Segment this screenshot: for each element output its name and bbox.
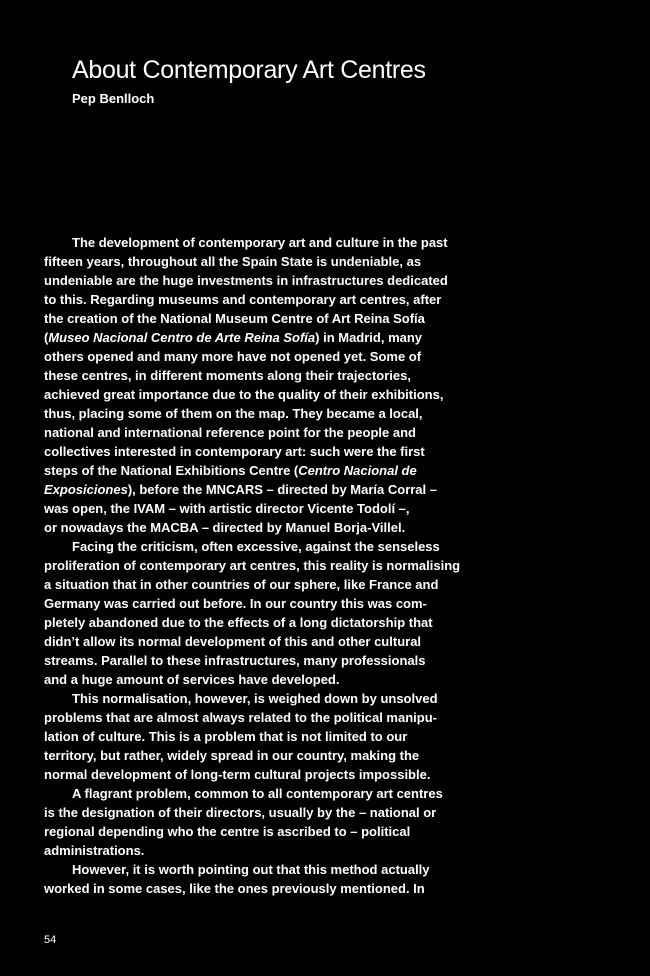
body-line [44, 689, 454, 708]
body-line [44, 860, 454, 879]
italic-title-text: Exposiciones [44, 482, 128, 497]
body-line [44, 385, 454, 404]
body-line [44, 328, 454, 347]
body-text-segment: lation of culture. This is a problem that is not limited to our [44, 729, 408, 744]
body-text-segment: these centres, in different moments along their trajectories, [44, 368, 411, 383]
body-text-segment: and a huge amount of services have developed. [44, 672, 340, 687]
author-name: Pep Benlloch [72, 91, 155, 106]
body-line [44, 480, 454, 499]
body-line [44, 803, 454, 822]
body-text-segment: fifteen years, throughout all the Spain State is undeniable, as [44, 254, 422, 269]
body-text-segment: streams. Parallel to these infrastructures, many professionals [44, 653, 426, 668]
body-line [44, 556, 461, 575]
body-line [44, 537, 454, 556]
italic-title-text: Museo Nacional Centro de Arte Reina Sofía [48, 330, 316, 345]
body-text-segment: to this. Regarding museums and contemporary art centres, after [44, 292, 442, 307]
body-line [44, 233, 454, 252]
body-text-segment: However, it is worth pointing out that this method actually [72, 862, 430, 877]
body-text-segment: the creation of the National Museum Centre of Art Reina Sofía [44, 311, 425, 326]
body-line [44, 309, 454, 328]
body-text-segment: undeniable are the huge investments in infrastructures dedicated [44, 273, 448, 288]
body-line [44, 651, 454, 670]
body-line [44, 366, 454, 385]
body-line [44, 290, 454, 309]
body-line [44, 461, 454, 480]
body-line [44, 632, 454, 651]
body-line [44, 423, 454, 442]
body-line [44, 670, 454, 689]
body-text-segment: This normalisation, however, is weighed down by unsolved [72, 691, 438, 706]
body-text-segment: achieved great importance due to the quality of their exhibitions, [44, 387, 444, 402]
body-text-segment: regional depending who the centre is ascribed to – political [44, 824, 411, 839]
body-text-segment: national and international reference point for the people and [44, 425, 416, 440]
body-text-segment: didn’t allow its normal development of this and other cultural [44, 634, 422, 649]
article-body [44, 233, 461, 898]
body-line [44, 594, 454, 613]
body-text-segment: was open, the IVAM – with artistic director Vicente Todolí –, [44, 501, 410, 516]
body-line [44, 765, 454, 784]
body-text-segment: collectives interested in contemporary art: such were the first [44, 444, 425, 459]
body-text-segment: ) in Madrid, many [315, 330, 423, 345]
body-text-segment: others opened and many more have not opened yet. Some of [44, 349, 422, 364]
body-line [44, 404, 454, 423]
page-title: About Contemporary Art Centres [72, 56, 426, 84]
body-line [44, 575, 454, 594]
body-line [44, 518, 454, 537]
body-text-segment: A flagrant problem, common to all contemporary art centres [72, 786, 443, 801]
body-line [44, 252, 454, 271]
body-line [44, 347, 454, 366]
body-text-segment: Germany was carried out before. In our country this was com- [44, 596, 427, 611]
italic-title-text: Centro Nacional de [298, 463, 417, 478]
body-line [44, 727, 454, 746]
body-line [44, 613, 454, 632]
body-text-segment: steps of the National Exhibitions Centre ( [44, 463, 299, 478]
body-text-segment: worked in some cases, like the ones previously mentioned. In [44, 881, 425, 896]
body-text-segment: territory, but rather, widely spread in our country, making the [44, 748, 420, 763]
body-text-segment: ), before the MNCARS – directed by María Corral – [127, 482, 437, 497]
body-line [44, 841, 454, 860]
body-line [44, 271, 454, 290]
body-line [44, 499, 454, 518]
body-text-segment: a situation that in other countries of our sphere, like France and [44, 577, 439, 592]
page-number: 54 [44, 934, 57, 946]
body-text-segment: is the designation of their directors, usually by the – national or [44, 805, 437, 820]
body-text-segment: problems that are almost always related to the political manipu- [44, 710, 437, 725]
body-line [44, 746, 454, 765]
body-text-segment: normal development of long-term cultural projects impossible. [44, 767, 431, 782]
body-line [44, 784, 454, 803]
body-text-segment: The development of contemporary art and culture in the past [72, 235, 448, 250]
body-text-segment: thus, placing some of them on the map. They became a local, [44, 406, 423, 421]
body-text-segment: Facing the criticism, often excessive, against the senseless [72, 539, 440, 554]
body-text-segment: proliferation of contemporary art centres, this reality is normalising [44, 558, 461, 573]
body-text-segment: pletely abandoned due to the effects of a long dictatorship that [44, 615, 433, 630]
body-text-segment: or nowadays the MACBA – directed by Manuel Borja-Villel. [44, 520, 406, 535]
body-text-segment: ( [44, 330, 49, 345]
body-line [44, 879, 454, 898]
body-line [44, 442, 454, 461]
body-text-segment: administrations. [44, 843, 145, 858]
body-line [44, 708, 454, 727]
body-line [44, 822, 454, 841]
